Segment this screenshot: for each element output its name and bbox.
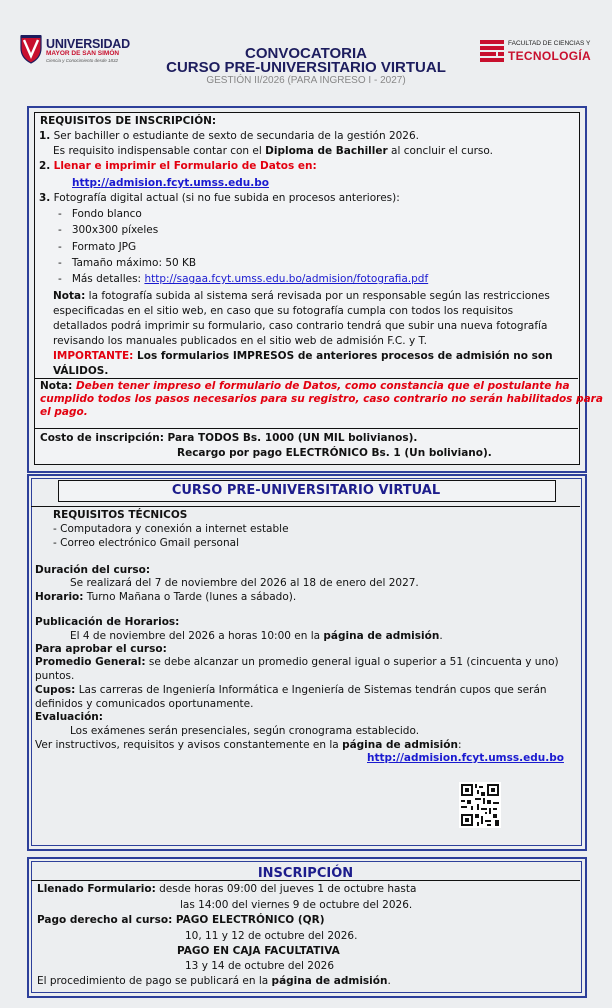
photo-item: - 300x300 píxeles xyxy=(58,224,159,236)
admision-link[interactable]: http://admision.fcyt.umss.edu.bo xyxy=(367,752,564,764)
photo-details-link[interactable]: http://sagaa.fcyt.umss.edu.bo/admision/fotografia.pdf xyxy=(144,273,429,285)
ver-bold: página de admisión xyxy=(342,739,458,751)
procedimiento-bold: página de admisión xyxy=(271,975,388,987)
procedimiento-pre: El procedimiento de pago se publicará en la xyxy=(37,975,272,987)
aprobar-label: Para aprobar el curso: xyxy=(35,643,167,655)
fcyt-line1: FACULTAD DE CIENCIAS Y xyxy=(508,40,591,47)
requisitos-heading: REQUISITOS DE INSCRIPCIÓN: xyxy=(40,115,217,127)
cupos-line2: definidos y comunicados oportunamente. xyxy=(35,698,254,710)
evaluacion-label: Evaluación: xyxy=(35,711,103,723)
requisito-3-text: Fotografía digital actual (si no fue subida en procesos anteriores): xyxy=(53,192,400,204)
requisito-1-number: 1. xyxy=(39,130,51,142)
llenado-text: desde horas 09:00 del jueves 1 de octubre hasta xyxy=(155,883,417,895)
requisito-1 xyxy=(39,129,419,144)
ver-pre: Ver instructivos, requisitos y avisos constantemente en la xyxy=(35,739,343,751)
cupos-line xyxy=(35,683,547,698)
horario-line xyxy=(35,590,296,605)
photo-details: - Más detalles: http://sagaa.fcyt.umss.edu.bo/admision/fotografia.pdf xyxy=(58,273,429,285)
requisito-1-note-post: al concluir el curso. xyxy=(387,145,493,157)
caja-label: PAGO EN CAJA FACULTATIVA xyxy=(177,945,340,957)
publicacion-bold: página de admisión xyxy=(323,630,440,642)
importante-text: Los formularios IMPRESOS de anteriores procesos de admisión no son xyxy=(133,350,553,362)
requisito-1-note-pre: Es requisito indispensable contar con el xyxy=(53,145,266,157)
requisito-1-text: Ser bachiller o estudiante de sexto de secundaria de la gestión 2026. xyxy=(53,130,420,142)
procedimiento-line xyxy=(37,974,391,989)
nota-line: detallados podrá imprimir su formulario, caso contrario tendrá que subir una nueva fotografía xyxy=(53,320,548,332)
evaluacion-text: Los exámenes serán presenciales, según cronograma establecido. xyxy=(70,725,420,737)
duracion-label: Duración del curso: xyxy=(35,564,151,576)
fcyt-line2: TECNOLOGÍA xyxy=(508,49,591,63)
importante-line2: VÁLIDOS. xyxy=(53,365,109,377)
requisito-2-number: 2. xyxy=(39,160,51,172)
publicacion-label: Publicación de Horarios: xyxy=(35,616,180,628)
llenado-label: Llenado Formulario: xyxy=(37,883,156,895)
requisito-2-text: Llenar e imprimir el Formulario de Datos en: xyxy=(53,160,317,172)
photo-item: - Formato JPG xyxy=(58,241,137,253)
nota-line: especificadas en el sitio web, en caso que su fotografía cumpla con todos los requisitos xyxy=(53,305,514,317)
photo-item-text: 300x300 píxeles xyxy=(71,224,159,236)
page-subtitle: CURSO PRE-UNIVERSITARIO VIRTUAL xyxy=(166,59,446,76)
llenado-line xyxy=(37,882,416,897)
inscripcion-heading: INSCRIPCIÓN xyxy=(257,866,354,881)
requisito-1-note xyxy=(53,144,493,159)
promedio-text: se debe alcanzar un promedio general igual o superior a 51 (cincuenta y uno) xyxy=(145,656,559,668)
publicacion-post: . xyxy=(439,630,443,642)
tecnicos-heading: REQUISITOS TÉCNICOS xyxy=(53,509,188,521)
requisito-2 xyxy=(39,159,317,174)
promedio-line xyxy=(35,655,559,670)
umss-tagline: Ciencia y Conocimiento desde 1832 xyxy=(46,58,119,63)
divider xyxy=(34,428,578,429)
umss-name: UNIVERSIDAD xyxy=(46,37,130,51)
tecnico-item: - Correo electrónico Gmail personal xyxy=(53,537,239,549)
requisito-3 xyxy=(39,191,400,206)
photo-item: - Tamaño máximo: 50 KB xyxy=(58,257,197,269)
cupos-text: Las carreras de Ingeniería Informática e Ingeniería de Sistemas tendrán cupos que serán xyxy=(75,684,547,696)
page-title: CONVOCATORIA xyxy=(245,45,367,62)
costo-line1: Costo de inscripción: Para TODOS Bs. 1000 (UN MIL bolivianos). xyxy=(40,432,418,444)
nota-label: Nota: xyxy=(53,290,86,302)
llenado-line2: las 14:00 del viernes 9 de octubre del 2026. xyxy=(180,899,413,911)
page-gestion: GESTIÓN II/2026 (PARA INGRESO I - 2027) xyxy=(206,75,406,86)
formulario-link[interactable]: http://admision.fcyt.umss.edu.bo xyxy=(72,177,269,189)
tecnico-item: - Computadora y conexión a internet estable xyxy=(53,523,289,535)
header xyxy=(0,0,612,105)
requisito-3-number: 3. xyxy=(39,192,51,204)
photo-item-text: Fondo blanco xyxy=(71,208,142,220)
costo-line2: Recargo por pago ELECTRÓNICO Bs. 1 (Un boliviano). xyxy=(177,447,492,459)
photo-item-text: Formato JPG xyxy=(71,241,137,253)
horario-label: Horario: xyxy=(35,591,84,603)
promedio-label: Promedio General: xyxy=(35,656,146,668)
nota2-text: Deben tener impreso el formulario de Datos, como constancia que el postulante ha xyxy=(72,380,570,392)
nota-text: la fotografía subida al sistema será revisada por un responsable según las restricciones xyxy=(85,290,550,302)
photo-details-label: Más detalles: xyxy=(71,273,145,285)
diploma-label: Diploma de Bachiller xyxy=(265,145,388,157)
nota-line xyxy=(53,289,550,304)
ver-post: : xyxy=(457,739,462,751)
horario-text: Turno Mañana o Tarde (lunes a sábado). xyxy=(83,591,297,603)
umss-subname: MAYOR DE SAN SIMÓN xyxy=(46,50,120,57)
admision-link-wrap xyxy=(367,751,564,766)
duracion-text: Se realizará del 7 de noviembre del 2026 al 18 de enero del 2027. xyxy=(70,577,419,589)
nota2-line: cumplido todos los pasos necesarios para su registro, caso contrario no serán habilitados para xyxy=(40,393,603,405)
caja-dates: 13 y 14 de octubre del 2026 xyxy=(185,960,335,972)
promedio-line2: puntos. xyxy=(35,670,75,682)
nota2-line: el pago. xyxy=(40,406,88,418)
curso-heading: CURSO PRE-UNIVERSITARIO VIRTUAL xyxy=(171,483,441,498)
importante-label: IMPORTANTE: xyxy=(53,350,134,362)
fcyt-logo xyxy=(480,38,600,68)
fcyt-mark-icon xyxy=(480,40,504,62)
importante-line xyxy=(53,349,553,364)
cupos-label: Cupos: xyxy=(35,684,76,696)
pago-label: Pago derecho al curso: PAGO ELECTRÓNICO (QR) xyxy=(37,914,325,926)
qr-code-icon[interactable] xyxy=(459,782,501,828)
photo-item-text: Tamaño máximo: 50 KB xyxy=(71,257,197,269)
nota-line: revisando los manuales publicados en el sitio web de admisión F.C. y T. xyxy=(53,335,427,347)
nota2-label: Nota: xyxy=(40,380,73,392)
formulario-link-wrap xyxy=(72,176,269,191)
photo-item: - Fondo blanco xyxy=(58,208,142,220)
procedimiento-post: . xyxy=(387,975,391,987)
publicacion-pre: El 4 de noviembre del 2026 a horas 10:00 en la xyxy=(70,630,324,642)
inscripcion-divider xyxy=(31,880,580,881)
pago-dates: 10, 11 y 12 de octubre del 2026. xyxy=(185,930,358,942)
